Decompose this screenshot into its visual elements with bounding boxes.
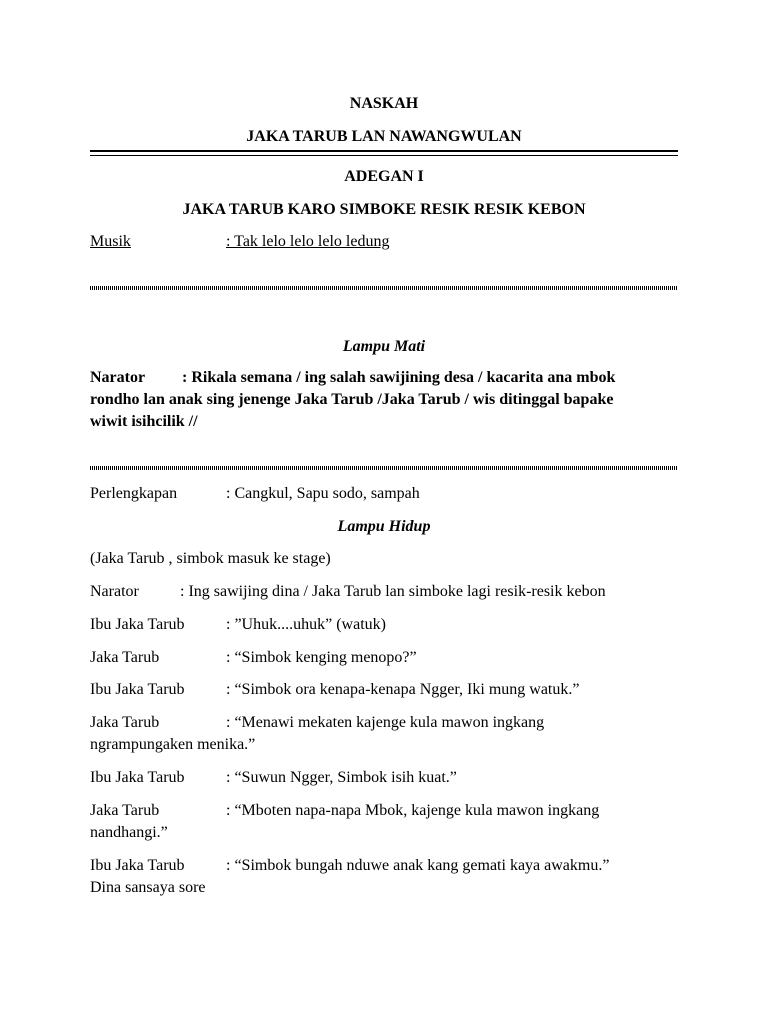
narrator-label: Narator bbox=[90, 369, 146, 386]
dialogue-text: : Ing sawijing dina / Jaka Tarub lan simboke lagi resik-resik kebon bbox=[180, 583, 606, 600]
dialogue-speaker: Ibu Jaka Tarub bbox=[90, 857, 185, 874]
cue-lights-on: Lampu Hidup bbox=[337, 518, 431, 535]
section-divider-2 bbox=[90, 466, 678, 470]
props-label: Perlengkapan bbox=[90, 485, 178, 502]
dialogue-text: : “Menawi mekaten kajenge kula mawon ingkang bbox=[226, 714, 545, 731]
scene-heading: ADEGAN I bbox=[344, 168, 424, 185]
dialogue-text: : “Simbok kenging menopo?” bbox=[226, 649, 417, 666]
dialogue-text: : ”Uhuk....uhuk” (watuk) bbox=[226, 616, 386, 633]
document-title: NASKAH bbox=[349, 95, 419, 112]
dialogue-speaker: Jaka Tarub bbox=[90, 649, 160, 666]
dialogue-text: : “Simbok bungah nduwe anak kang gemati kaya awakmu.” bbox=[226, 857, 610, 874]
props-value: : Cangkul, Sapu sodo, sampah bbox=[226, 485, 420, 502]
cue-lights-off: Lampu Mati bbox=[342, 338, 426, 355]
dialogue-speaker: Ibu Jaka Tarub bbox=[90, 769, 185, 786]
dialogue-speaker: Jaka Tarub bbox=[90, 714, 160, 731]
section-divider bbox=[90, 286, 678, 290]
music-label: Musik bbox=[90, 233, 131, 250]
dialogue-speaker: Ibu Jaka Tarub bbox=[90, 681, 185, 698]
scene-title: JAKA TARUB KARO SIMBOKE RESIK RESIK KEBON bbox=[182, 201, 586, 218]
title-divider bbox=[90, 150, 678, 156]
stage-direction: (Jaka Tarub , simbok masuk ke stage) bbox=[90, 550, 331, 567]
dialogue-text: : “Simbok ora kenapa-kenapa Ngger, Iki mung watuk.” bbox=[226, 681, 580, 698]
dialogue-speaker: Narator bbox=[90, 583, 139, 600]
dialogue-continuation: Dina sansaya sore bbox=[90, 879, 206, 896]
narrator-line-1: : Rikala semana / ing salah sawijining desa / kacarita ana mbok bbox=[182, 369, 616, 386]
document-subtitle: JAKA TARUB LAN NAWANGWULAN bbox=[246, 128, 522, 145]
dialogue-text: : “Suwun Ngger, Simbok isih kuat.” bbox=[226, 769, 457, 786]
music-value: : Tak lelo lelo lelo ledung bbox=[226, 233, 390, 250]
dialogue-text: : “Mboten napa-napa Mbok, kajenge kula mawon ingkang bbox=[226, 802, 600, 819]
dialogue-speaker: Ibu Jaka Tarub bbox=[90, 616, 185, 633]
dialogue-speaker: Jaka Tarub bbox=[90, 802, 160, 819]
dialogue-continuation: ngrampungaken menika.” bbox=[90, 736, 256, 753]
narrator-line-2: rondho lan anak sing jenenge Jaka Tarub /Jaka Tarub / wis ditinggal bapake bbox=[90, 391, 614, 408]
narrator-line-3: wiwit isihcilik // bbox=[90, 413, 198, 430]
dialogue-continuation: nandhangi.” bbox=[90, 824, 168, 841]
